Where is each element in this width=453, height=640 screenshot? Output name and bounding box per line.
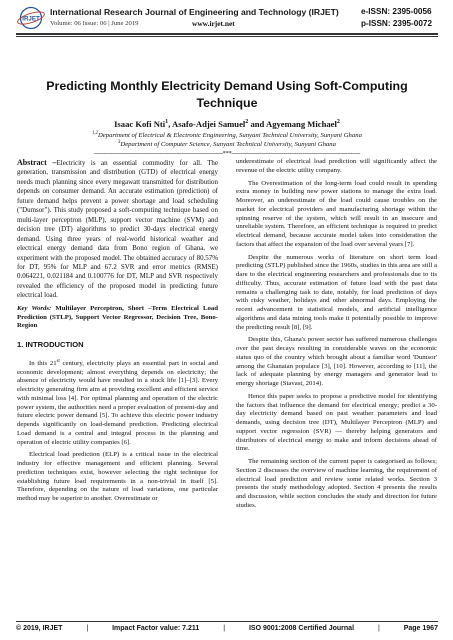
right-paragraph-3: Despite the numerous works of literature on short term load predicting (STLP) published since the 1960s, studies in this area are still a dare to the electrical engineering researchers and professionals due to its difficulty. Thus, accurate estimation of future load with the past data remains a challenging task to date, notably, for load prediction of days with risky weather, holidays and other abnormal days. Employing the recent advancement in statistical models, and artificial intelligence algorithms and data mining tools make it potentially possible to improve the predicting result [8], [9].	[236, 253, 437, 331]
left-column	[17, 158, 218, 508]
right-paragraph-1: underestimate of electrical load prediction will significantly affect the revenue of the electric utility company.	[236, 158, 437, 174]
section-separator: ---------------------------------------------------------------------***---------------------------------------------------------------------	[93, 150, 361, 157]
author-list: Isaac Kofi Nti$^1$, Asafo-Adjei Samuel$^2$ and Agyemang Michael$^2$	[114, 119, 340, 129]
right-column	[236, 158, 437, 515]
header-rule-top	[16, 33, 438, 35]
title-line-2: Technique	[196, 96, 258, 110]
keywords-label: Key Words:	[17, 304, 52, 312]
journal-website-link[interactable]: www.irjet.net	[192, 19, 235, 28]
journal-header	[0, 0, 453, 36]
affiliation-1: $^{1,2}$Department of Electrical & Electronic Engineering, Sunyani Technical University, Sunyani Ghana	[92, 130, 362, 139]
affiliation-2: $^3$Department of Computer Science, Sunyani Technical University, Sunyani Ghana	[118, 139, 336, 148]
footer-separator: |	[377, 625, 380, 632]
irjet-logo-icon	[16, 6, 46, 30]
footer-separator: |	[86, 625, 89, 632]
header-rule-bottom	[16, 36, 438, 37]
footer-rule	[16, 621, 438, 622]
abstract-text: Electricity is an essential commodity for all. The generation, transmission and distribution (GTD) of electrical energy needs much planning since every megawatt transmitted for distribution depends on consumer demand. An accurate estimation (prediction) of future demand helps prevent a power shortage and load scheduling ("Dumsor"). This study proposed a soft-computing technique based on multi-layer perceptron (MLP), support vector machine (SVM) and decision tree (DT) algorithms to predict 30-days electrical energy demand. Using three years of real-world historical weather and electrical energy demand data from Bono region of Ghana, we experiment with the proposed model. The obtained accuracy of 80.57% for DT, 95% for MLP and 67.2 SVR and error metrics (RMSE) 0.064221, 0.021184 and 0.100776 for DT, MLP and SVR respectively revealed the efficiency of the proposed model in predicting future electrical load.	[17, 159, 218, 300]
title-line-1: Predicting Monthly Electricity Demand Using Soft-Computing	[46, 79, 408, 93]
logo-text: IRJET	[22, 15, 40, 23]
footer-copyright: © 2019, IRJET	[16, 625, 63, 632]
keywords-text: Multilayer Perceptron, Short –Term Electrical Load Prediction (STLP), Support Vector Regressor, Decision Tree, Bono-Region	[17, 304, 219, 330]
footer-impact-factor: Impact Factor value: 7.211	[112, 625, 200, 632]
right-paragraph-6: The remaining section of the current paper is categorised as follows; Section 2 discusses the overview of machine learning, the requirement of electrical load prediction and review some related works. Section 3 presents the study methodology adopted. Section 4 presents the results and discussion, while section concludes the study and direction for future studies.	[236, 458, 437, 509]
journal-name: International Research Journal of Engineering and Technology (IRJET)	[50, 7, 339, 17]
volume-info: Volume: 06 Issue: 06 | June 2019	[50, 20, 139, 27]
keywords	[17, 305, 218, 331]
journal-footer	[16, 625, 438, 632]
right-paragraph-5: Hence this paper seeks to propose a predictive model for identifying the factors that influence the demand for electrical energy; predict a 30-day electricity demand based on past weather parameters and load demands, using decision tree (DT), Multilayer Perceptron (MLP) and support vector regression (SVR) — thereby helping generators and distributors of electrical energy to make and inform decisions ahead of time.	[236, 392, 437, 453]
e-issn: e-ISSN: 2395-0056	[361, 7, 432, 16]
paper-title	[16, 78, 438, 112]
p-issn: p-ISSN: 2395-0072	[361, 19, 432, 28]
intro-paragraph-1: In this 21st century, electricity plays an essential part in social and economic development; almost everything depends on electricity; the absence of electricity would have resulted in a stuck life [1]–[3]. Every electricity generating firm aim at providing excellent and efficient service with minimal loss [4]. For optimal planning and operation of the electric power system, the authorities need a proper evaluation of present-day and future electric power demand [5]. To achieve this electric power industry depends significantly on load-demand prediction. Predicting electrical Load demand is a central and integral process in the planning and operation of electric utility companies [6].	[17, 358, 218, 446]
abstract	[17, 158, 218, 301]
section-heading-introduction: 1. INTRODUCTION	[17, 340, 84, 350]
right-paragraph-4: Despite this, Ghana's power sector has suffered numerous challenges over the past decays resulting in considerable waves on the economic status quo of the country which brought about a familiar word 'Dumsor' among the Ghanaian populace [3], [10]. However, according to [11], the lack of adequate planning by energy managers and generator lead to energy shortage (Stavast, 2014).	[236, 336, 437, 387]
footer-iso: ISO 9001:2008 Certified Journal	[248, 625, 355, 632]
intro-paragraph-2: Electrical load prediction (ELP) is a critical issue in the electrical industry for effective management and efficient planning. Several prediction techniques exist, however selecting the right technique for establishing future load requirements in a non-trivial in itself [5]. Therefore, depending on the nature of load variations, one particular method may be superior to another. Overestimate or	[17, 451, 218, 503]
footer-separator: |	[223, 625, 226, 632]
abstract-label: Abstract –	[17, 158, 57, 167]
footer-page-number: Page 1967	[403, 625, 438, 632]
right-paragraph-2: The Overestimation of the long-term load could result in spending extra money in building new power stations to manage the extra load. Moreover, an underestimate of the load could cause troubles on the market for electrical providers and manufacturing shortage within the spinning reserve of the system, which will result in an insecure and unreliable system. Therefore, an efficient technique is required to predict electrical demand, because accurate model takes into consideration the factors that affect the expansion of the load over several years [7].	[236, 179, 437, 248]
